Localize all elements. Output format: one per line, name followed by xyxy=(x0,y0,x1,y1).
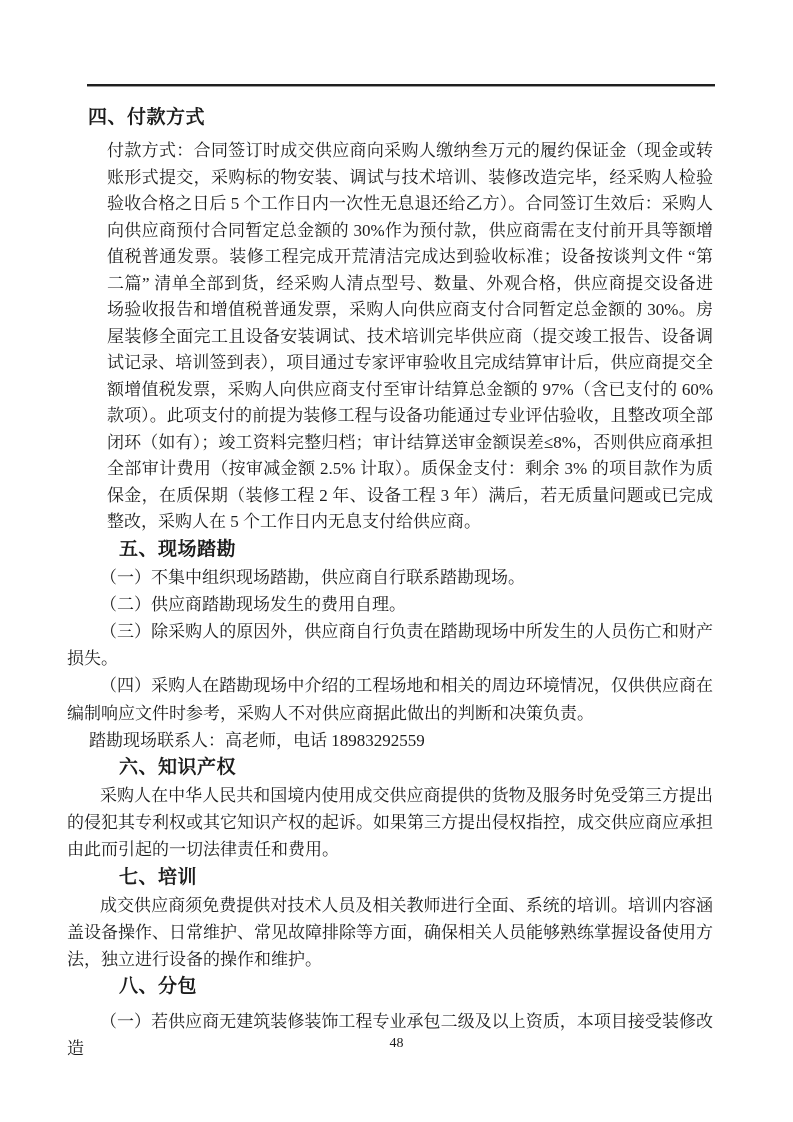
page-number: 48 xyxy=(389,1036,404,1051)
section-heading-subcontracting: 八、分包 xyxy=(119,976,198,998)
site-survey-item-2: （二）供应商踏勘现场发生的费用自理。 xyxy=(100,594,406,614)
section-heading-training: 七、培训 xyxy=(119,866,198,888)
section-heading-payment-terms: 四、付款方式 xyxy=(88,107,206,128)
header-divider xyxy=(87,84,715,87)
training-paragraph: 成交供应商须免费提供对技术人员及相关教师进行全面、系统的培训。培训内容涵盖设备操作、日常维护、常见故障排除等方面，确保相关人员能够熟练掌握设备使用方法，独立进行设备的操作和维护。 xyxy=(67,895,713,969)
site-survey-contact-line: 踏勘现场联系人：高老师，电话 18983292559 xyxy=(89,730,425,750)
intellectual-property-paragraph: 采购人在中华人民共和国境内使用成交供应商提供的货物及服务时免受第三方提出的侵犯其专利权或其它知识产权的起诉。如果第三方提出侵权指控，成交供应商应承担由此而引起的一切法律责任和费用。 xyxy=(67,785,713,860)
payment-terms-paragraph: 付款方式：合同签订时成交供应商向采购人缴纳叁万元的履约保证金（现金或转账形式提交，采购标的物安装、调试与技术培训、装修改造完毕，经采购人检验验收合格之日后 5 个工作日内一次性无息退还给乙方）。合同签订生效后：采购人向供应商预付合同暂定总金额的 30%作为预付款，供应商需在支付前开具等额增值税普通发票。装修工程完成开荒清洁完成达到验收标准；设备按谈判文件 “第二篇” 清单全部到货，经采购人清点型号、数量、外观合格，供应商提交设备进场验收报告和增值税普通发票，采购人向供应商支付合同暂定总金额的 30%。房屋装修全面完工且设备安装调试、技术培训完毕供应商（提交竣工报告、设备调试记录、培训签到表），项目通过专家评审验收且完成结算审计后，供应商提交全额增值税发票，采购人向供应商支付至审计结算总金额的 97%（含已支付的 60% 款项）。此项支付的前提为装修工程与设备功能通过专业评估验收，且整改项全部闭环（如有）；竣工资料完整归档；审计结算送审金额误差≤8%，否则供应商承担全部审计费用（按审减金额 2.5% 计取）。质保金支付：剩余 3% 的项目款作为质保金，在质保期（装修工程 2 年、设备工程 3 年）满后，若无质量问题或已完成整改，采购人在 5 个工作日内无息支付给供应商。 xyxy=(107,141,713,531)
section-heading-site-survey: 五、现场踏勘 xyxy=(119,538,237,560)
subcontracting-item-1: （一）若供应商无建筑装修装饰工程专业承包二级及以上资质，本项目接受装修改造 xyxy=(67,1012,713,1059)
document-content xyxy=(67,104,713,1063)
site-survey-item-1: （一）不集中组织现场踏勘，供应商自行联系踏勘现场。 xyxy=(100,567,525,587)
site-survey-item-4: （四）采购人在踏勘现场中介绍的工程场地和相关的周边环境情况，仅供供应商在编制响应文件时参考，采购人不对供应商据此做出的判断和决策负责。 xyxy=(67,676,713,723)
section-heading-intellectual-property: 六、知识产权 xyxy=(119,756,237,778)
site-survey-item-3: （三）除采购人的原因外，供应商自行负责在踏勘现场中所发生的人员伤亡和财产损失。 xyxy=(67,621,713,669)
